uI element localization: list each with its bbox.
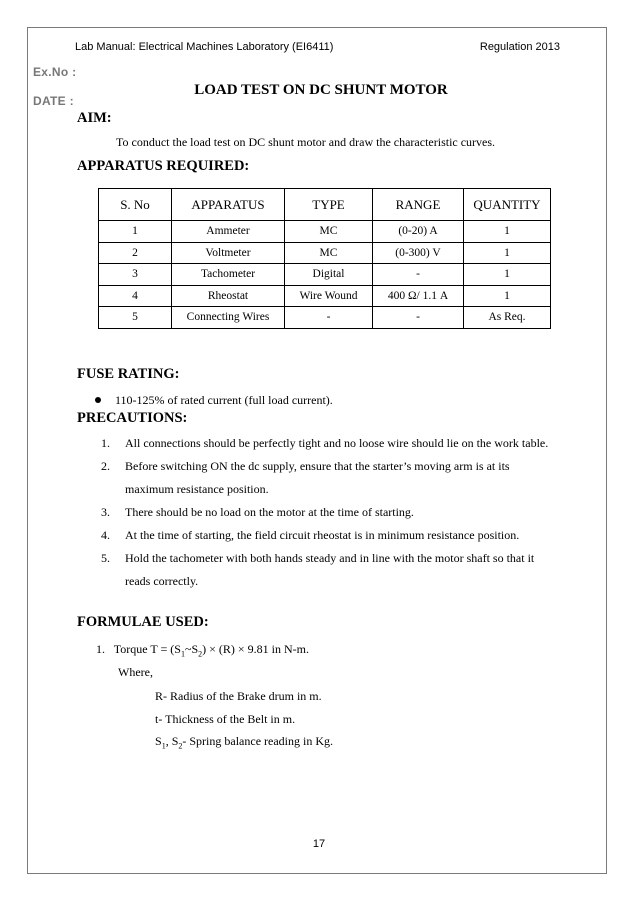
cell-apparatus: Connecting Wires xyxy=(172,307,285,329)
table-row xyxy=(99,307,551,329)
page-title: LOAD TEST ON DC SHUNT MOTOR xyxy=(194,82,448,98)
cell-range: - xyxy=(373,307,464,329)
formulae-heading: FORMULAE USED: xyxy=(77,614,209,630)
table-row xyxy=(99,242,551,264)
table-row xyxy=(99,285,551,307)
where-label: Where, xyxy=(118,665,153,679)
precautions-heading: PRECAUTIONS: xyxy=(77,410,188,426)
col-sno: S. No xyxy=(99,189,172,221)
cell-apparatus: Ammeter xyxy=(172,221,285,243)
col-type: TYPE xyxy=(285,189,373,221)
list-item: 3. There should be no load on the motor at the time of starting. xyxy=(101,505,414,519)
list-item: 1. All connections should be perfectly tight and no loose wire should lie on the work table. xyxy=(101,436,549,450)
cell-apparatus: Rheostat xyxy=(172,285,285,307)
fuse-text: 110-125% of rated current (full load current). xyxy=(115,393,333,407)
cell-range: 400 Ω/ 1.1 A xyxy=(373,285,464,307)
exno-label: Ex.No : xyxy=(33,65,77,79)
cell-sno: 1 xyxy=(99,221,172,243)
apparatus-heading: APPARATUS REQUIRED: xyxy=(77,158,250,174)
col-quantity: QUANTITY xyxy=(464,189,551,221)
t-definition: t- Thickness of the Belt in m. xyxy=(155,712,296,726)
table-row xyxy=(99,221,551,243)
fuse-heading: FUSE RATING: xyxy=(77,366,180,382)
cell-sno: 2 xyxy=(99,242,172,264)
cell-range: - xyxy=(373,264,464,286)
cell-apparatus: Voltmeter xyxy=(172,242,285,264)
cell-apparatus: Tachometer xyxy=(172,264,285,286)
aim-heading: AIM: xyxy=(77,110,112,126)
s-definition: $S_1$, $S_2-$ Spring balance reading in Kg. xyxy=(155,734,333,751)
cell-type: Wire Wound xyxy=(285,285,373,307)
cell-quantity: 1 xyxy=(464,242,551,264)
list-item: 5. Hold the tachometer with both hands steady and in line with the motor shaft so that it reads correctly. xyxy=(101,551,535,588)
cell-range: (0-20) A xyxy=(373,221,464,243)
table-row xyxy=(99,264,551,286)
bullet-icon xyxy=(95,397,101,403)
cell-type: - xyxy=(285,307,373,329)
list-item: 2. Before switching ON the dc supply, ensure that the starter’s moving arm is at its maximum resistance position. xyxy=(101,459,510,496)
torque-formula: 1. Torque $T = (S_1\sim S_2) \times (R) \times 9.81$ in N-m. xyxy=(96,642,309,659)
cell-sno: 4 xyxy=(99,285,172,307)
aim-text: To conduct the load test on DC shunt motor and draw the characteristic curves. xyxy=(116,135,496,149)
cell-quantity: 1 xyxy=(464,221,551,243)
cell-type: MC xyxy=(285,221,373,243)
date-label: DATE : xyxy=(33,94,74,108)
list-item: 4. At the time of starting, the field circuit rheostat is in minimum resistance position. xyxy=(101,528,520,542)
apparatus-table xyxy=(98,188,551,329)
col-range: RANGE xyxy=(373,189,464,221)
cell-sno: 5 xyxy=(99,307,172,329)
cell-type: MC xyxy=(285,242,373,264)
table-header-row xyxy=(99,189,551,221)
fuse-bullet xyxy=(95,393,333,408)
cell-quantity: As Req. xyxy=(464,307,551,329)
col-apparatus: APPARATUS xyxy=(172,189,285,221)
page-number: 17 xyxy=(312,838,326,850)
r-definition: R- Radius of the Brake drum in m. xyxy=(155,689,322,703)
header-left: Lab Manual: Electrical Machines Laboratory (EI6411) xyxy=(75,41,334,53)
cell-quantity: 1 xyxy=(464,285,551,307)
cell-sno: 3 xyxy=(99,264,172,286)
header-right: Regulation 2013 xyxy=(479,41,560,53)
cell-quantity: 1 xyxy=(464,264,551,286)
cell-range: (0-300) V xyxy=(373,242,464,264)
precautions-list xyxy=(101,432,561,593)
cell-type: Digital xyxy=(285,264,373,286)
